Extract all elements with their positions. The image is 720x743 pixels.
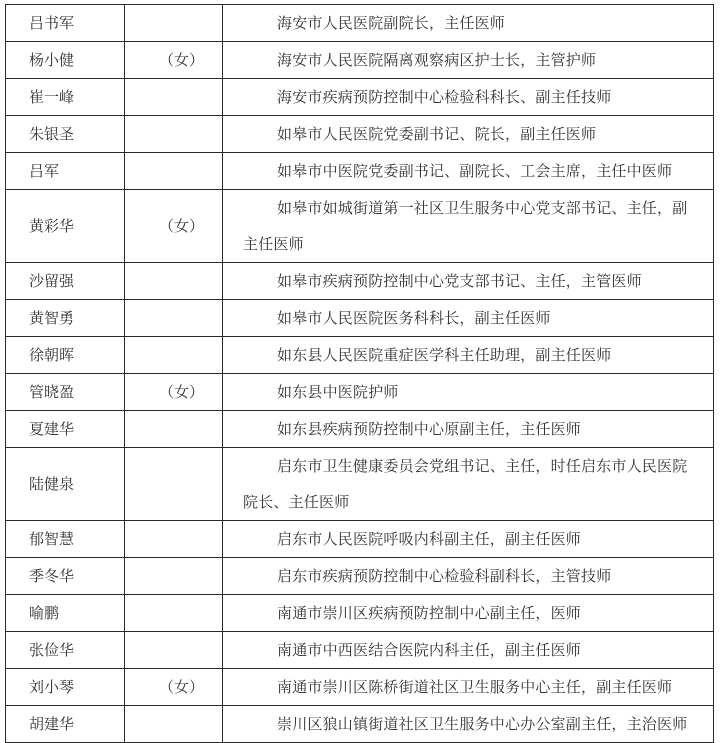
table-row — [6, 521, 714, 558]
table-row — [6, 337, 714, 374]
row-description: 海安市人民医院隔离观察病区护士长，主管护师 — [223, 42, 714, 79]
row-gender — [125, 411, 223, 448]
row-gender — [125, 558, 223, 595]
row-gender — [125, 632, 223, 669]
row-description: 南通市崇川区陈桥街道社区卫生服务中心主任，副主任医师 — [223, 669, 714, 706]
row-gender — [125, 595, 223, 632]
row-gender: （女） — [125, 42, 223, 79]
row-gender — [125, 263, 223, 300]
row-description: 南通市崇川区疾病预防控制中心副主任，医师 — [223, 595, 714, 632]
row-name: 徐朝晖 — [6, 337, 125, 374]
row-gender — [125, 337, 223, 374]
row-description: 海安市疾病预防控制中心检验科科长、副主任技师 — [223, 79, 714, 116]
table-row — [6, 669, 714, 706]
row-name: 黄彩华 — [6, 190, 125, 263]
table-row — [6, 42, 714, 79]
row-gender: （女） — [125, 669, 223, 706]
row-name: 胡建华 — [6, 706, 125, 743]
table-row — [6, 5, 714, 42]
row-description: 启东市人民医院呼吸内科副主任，副主任医师 — [223, 521, 714, 558]
row-gender: （女） — [125, 190, 223, 263]
row-name: 喻鹏 — [6, 595, 125, 632]
table-row — [6, 116, 714, 153]
honoree-table — [5, 4, 714, 743]
row-name: 张俭华 — [6, 632, 125, 669]
row-description: 如皋市人民医院医务科科长，副主任医师 — [223, 300, 714, 337]
row-name: 刘小琴 — [6, 669, 125, 706]
row-gender — [125, 116, 223, 153]
row-description: 海安市人民医院副院长，主任医师 — [223, 5, 714, 42]
table-row — [6, 190, 714, 263]
table-row — [6, 706, 714, 743]
row-gender — [125, 153, 223, 190]
row-description: 如皋市疾病预防控制中心党支部书记、主任，主管医师 — [223, 263, 714, 300]
table-row — [6, 263, 714, 300]
row-name: 吕书军 — [6, 5, 125, 42]
row-name: 黄智勇 — [6, 300, 125, 337]
table-row — [6, 632, 714, 669]
row-gender — [125, 300, 223, 337]
row-name: 管晓盈 — [6, 374, 125, 411]
table-row — [6, 374, 714, 411]
row-gender — [125, 448, 223, 521]
row-description: 南通市中西医结合医院内科主任，副主任医师 — [223, 632, 714, 669]
row-description: 如东县中医院护师 — [223, 374, 714, 411]
honoree-table-body — [6, 5, 714, 743]
row-name: 崔一峰 — [6, 79, 125, 116]
table-row — [6, 448, 714, 521]
table-row — [6, 79, 714, 116]
row-name: 杨小健 — [6, 42, 125, 79]
row-description: 如东县疾病预防控制中心原副主任，主任医师 — [223, 411, 714, 448]
row-gender — [125, 706, 223, 743]
table-row — [6, 153, 714, 190]
table-row — [6, 411, 714, 448]
row-description: 启东市卫生健康委员会党组书记、主任，时任启东市人民医院院长、主任医师 — [223, 448, 714, 521]
row-name: 陆健泉 — [6, 448, 125, 521]
row-gender — [125, 5, 223, 42]
row-name: 季冬华 — [6, 558, 125, 595]
row-name: 郁智慧 — [6, 521, 125, 558]
row-description: 启东市疾病预防控制中心检验科副科长，主管技师 — [223, 558, 714, 595]
row-gender: （女） — [125, 374, 223, 411]
row-name: 沙留强 — [6, 263, 125, 300]
row-description: 崇川区狼山镇街道社区卫生服务中心办公室副主任，主治医师 — [223, 706, 714, 743]
row-description: 如皋市中医院党委副书记、副院长、工会主席，主任中医师 — [223, 153, 714, 190]
row-name: 吕军 — [6, 153, 125, 190]
row-description: 如皋市人民医院党委副书记、院长，副主任医师 — [223, 116, 714, 153]
table-row — [6, 300, 714, 337]
row-gender — [125, 521, 223, 558]
row-name: 夏建华 — [6, 411, 125, 448]
row-gender — [125, 79, 223, 116]
table-row — [6, 595, 714, 632]
row-name: 朱银圣 — [6, 116, 125, 153]
row-description: 如东县人民医院重症医学科主任助理，副主任医师 — [223, 337, 714, 374]
row-description: 如皋市如城街道第一社区卫生服务中心党支部书记、主任，副主任医师 — [223, 190, 714, 263]
table-row — [6, 558, 714, 595]
